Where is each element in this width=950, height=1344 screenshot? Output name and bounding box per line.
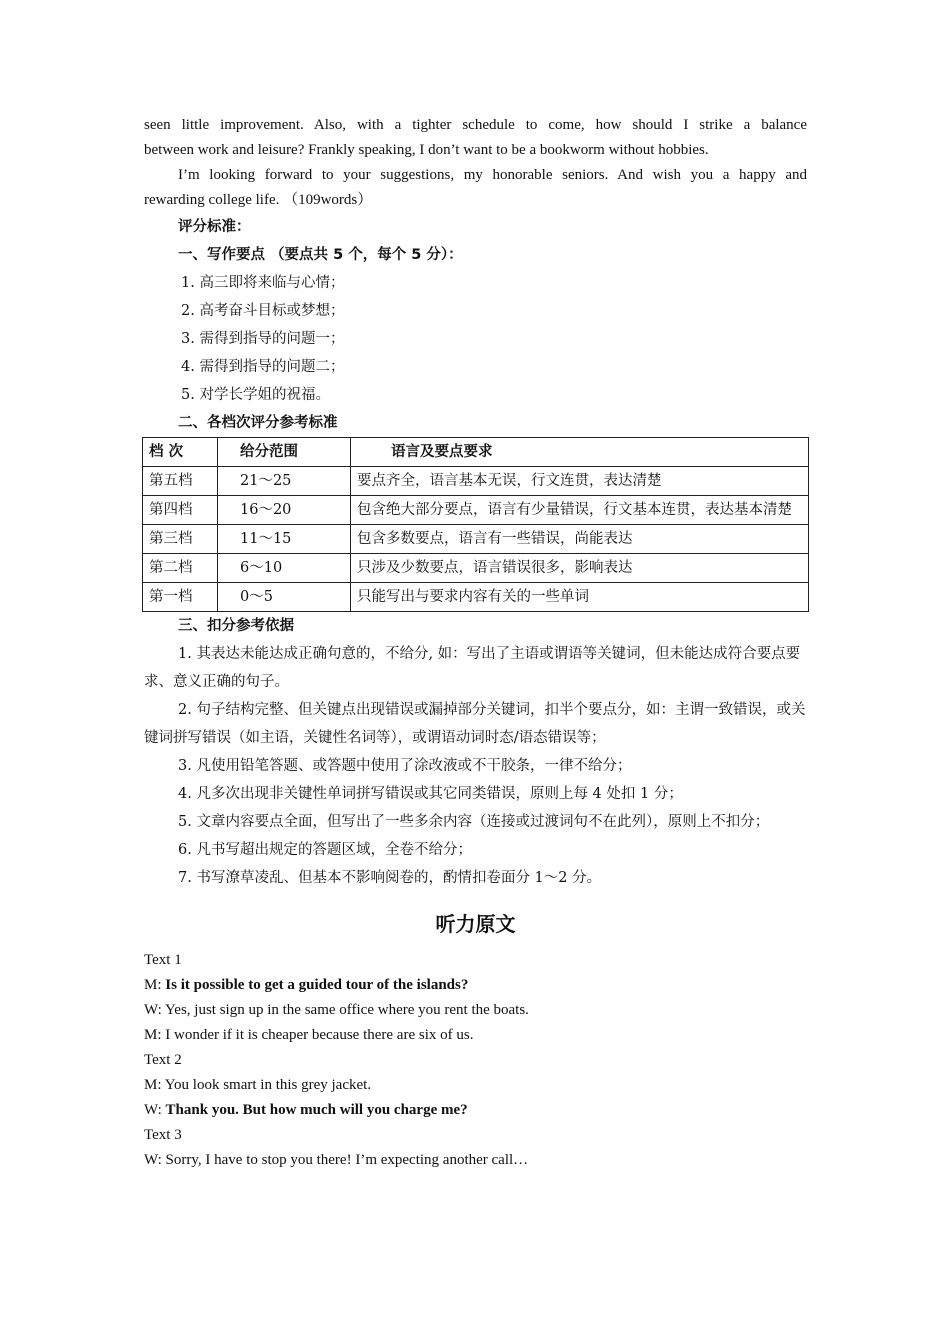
grading-table <box>142 437 809 612</box>
letter-line-2: between work and leisure? Frankly speaking, I don’t want to be a bookworm without hobbies. <box>144 142 709 158</box>
table-row <box>143 554 809 583</box>
point-item: 1. 高三即将来临与心情； <box>181 275 345 291</box>
dialogue-line: M: I wonder if it is cheaper because there are six of us. <box>144 1027 474 1043</box>
cell-requirements: 要点齐全，语言基本无误，行文连贯，表达清楚 <box>351 467 809 496</box>
deduction-item: 7. 书写潦草凌乱、但基本不影响阅卷的，酌情扣卷面分 1～2 分。 <box>178 870 602 886</box>
text1-label: Text 1 <box>144 952 182 968</box>
dialogue-line <box>144 1098 807 1123</box>
section2-title: 二、各档次评分参考标准 <box>178 415 338 431</box>
point-item: 3. 需得到指导的问题一； <box>181 331 345 347</box>
cell-requirements: 只能写出与要求内容有关的一些单词 <box>351 583 809 612</box>
dialogue-line <box>144 973 807 998</box>
deduction-item: 3. 凡使用铅笔答题、或答题中使用了涂改液或不干胶条，一律不给分； <box>178 758 632 774</box>
cell-level: 第三档 <box>143 525 218 554</box>
cell-range: 11～15 <box>218 525 351 554</box>
document-page <box>144 113 807 1173</box>
deduction-item: 1. 其表达未能达成正确句意的，不给分, 如：写出了主语或谓语等关键词，但未能达成符合要点要求、意义正确的句子。 <box>144 646 801 690</box>
header-requirements: 语言及要点要求 <box>351 438 809 467</box>
section1-title: 一、写作要点 （要点共 5 个，每个 5 分）： <box>178 247 463 263</box>
letter-line-1: seen little improvement. Also, with a tighter schedule to come, how should I strike a balance <box>144 117 807 133</box>
header-range: 给分范围 <box>218 438 351 467</box>
dialogue-line: W: Sorry, I have to stop you there! I’m expecting another call… <box>144 1152 529 1168</box>
cell-range: 0～5 <box>218 583 351 612</box>
letter-line-4: rewarding college life. （109words） <box>144 192 373 208</box>
speaker-label: M: <box>144 977 166 993</box>
text3-label: Text 3 <box>144 1127 182 1143</box>
point-item: 5. 对学长学姐的祝福。 <box>181 387 330 403</box>
dialogue-line: M: You look smart in this grey jacket. <box>144 1077 372 1093</box>
deduction-item: 6. 凡书写超出规定的答题区域，全卷不给分； <box>178 842 472 858</box>
cell-level: 第四档 <box>143 496 218 525</box>
scoring-title: 评分标准： <box>178 219 251 235</box>
point-item: 2. 高考奋斗目标或梦想； <box>181 303 345 319</box>
table-row <box>143 496 809 525</box>
cell-level: 第五档 <box>143 467 218 496</box>
cell-level: 第一档 <box>143 583 218 612</box>
table-header-row <box>143 438 809 467</box>
dialogue-line: W: Yes, just sign up in the same office where you rent the boats. <box>144 1002 529 1018</box>
cell-requirements: 只涉及少数要点，语言错误很多，影响表达 <box>351 554 809 583</box>
header-level: 档 次 <box>143 438 218 467</box>
dialogue-text: Thank you. But how much will you charge me? <box>165 1102 468 1118</box>
text2-label: Text 2 <box>144 1052 182 1068</box>
deduction-item: 2. 句子结构完整、但关键点出现错误或漏掉部分关键词，扣半个要点分，如：主谓一致错误，或关键词拼写错误（如主语，关键性名词等），或谓语动词时态/语态错误等； <box>144 702 806 746</box>
table-row <box>143 467 809 496</box>
cell-range: 21～25 <box>218 467 351 496</box>
deduction-item: 4. 凡多次出现非关键性单词拼写错误或其它同类错误，原则上每 4 处扣 1 分； <box>178 786 683 802</box>
table-row <box>143 525 809 554</box>
cell-range: 16～20 <box>218 496 351 525</box>
speaker-label: W: <box>144 1102 166 1118</box>
table-row <box>143 583 809 612</box>
cell-requirements: 包含绝大部分要点，语言有少量错误，行文基本连贯，表达基本清楚 <box>351 496 809 525</box>
cell-range: 6～10 <box>218 554 351 583</box>
dialogue-text: Is it possible to get a guided tour of the islands? <box>165 977 469 993</box>
deduction-item: 5. 文章内容要点全面，但写出了一些多余内容（连接或过渡词句不在此列），原则上不扣分； <box>178 814 770 830</box>
section3-title: 三、扣分参考依据 <box>178 618 294 634</box>
cell-level: 第二档 <box>143 554 218 583</box>
listening-title: 听力原文 <box>435 912 516 936</box>
point-item: 4. 需得到指导的问题二； <box>181 359 345 375</box>
letter-line-3: I’m looking forward to your suggestions, my honorable seniors. And wish you a happy and <box>178 167 807 183</box>
cell-requirements: 包含多数要点，语言有一些错误，尚能表达 <box>351 525 809 554</box>
